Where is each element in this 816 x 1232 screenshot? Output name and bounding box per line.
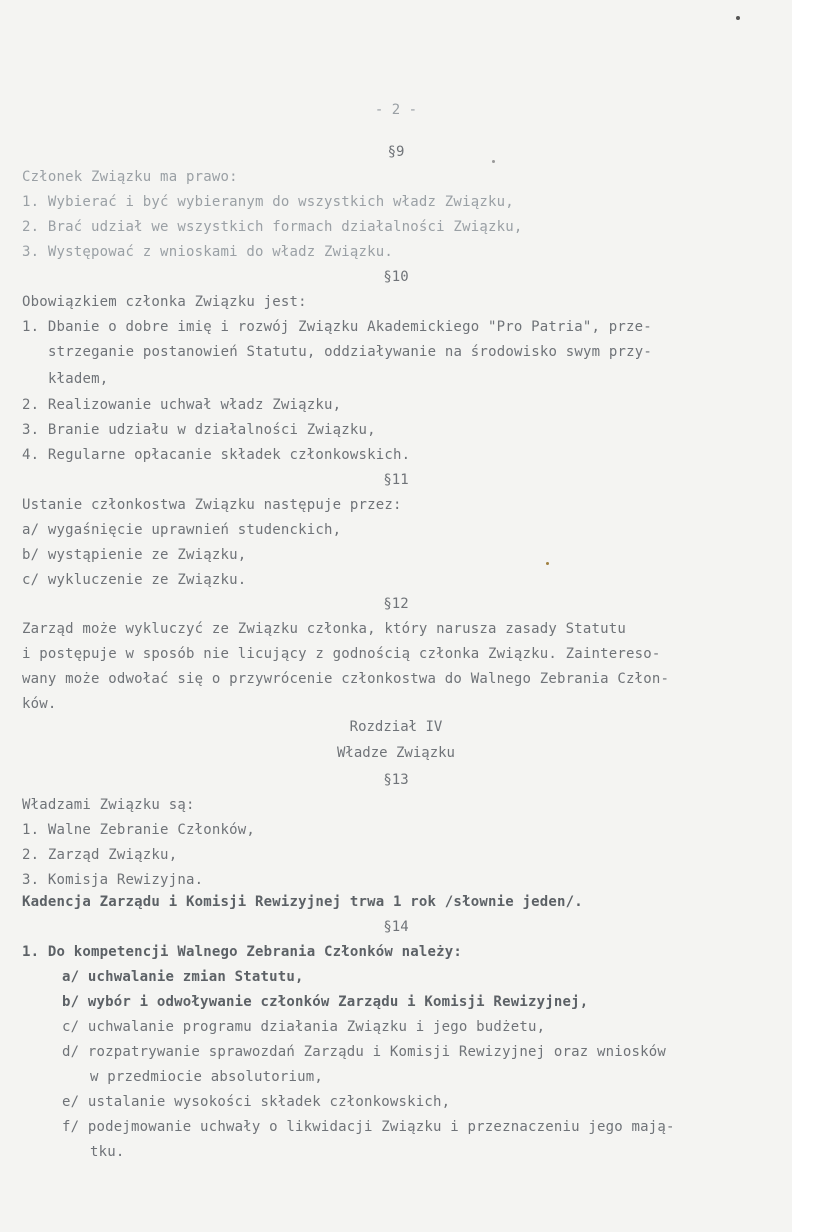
section-12-paragraph-line: i postępuje w sposób nie licujący z godnością członka Związku. Zaintereso-	[22, 646, 661, 662]
section-12-paragraph-line: wany może odwołać się o przywrócenie członkostwa do Walnego Zebrania Człon-	[22, 671, 670, 687]
section-11-item: a/ wygaśnięcie uprawnień studenckich,	[22, 522, 342, 538]
section-13-term: Kadencja Zarządu i Komisji Rewizyjnej trwa 1 rok /słownie jeden/.	[22, 894, 583, 910]
section-14-item-continuation: tku.	[90, 1144, 125, 1160]
section-14-item: e/ ustalanie wysokości składek członkowskich,	[62, 1094, 451, 1110]
section-9-heading: §9	[387, 144, 405, 160]
section-10-item: 3. Branie udziału w działalności Związku,	[22, 422, 376, 438]
section-14-intro: 1. Do kompetencji Walnego Zebrania Członków należy:	[22, 944, 463, 960]
section-13-intro: Władzami Związku są:	[22, 797, 195, 813]
section-14-item: b/ wybór i odwoływanie członków Zarządu i Komisji Rewizyjnej,	[62, 994, 589, 1010]
section-10-item: 1. Dbanie o dobre imię i rozwój Związku Akademickiego "Pro Patria", prze-	[22, 319, 652, 335]
section-9-item: 1. Wybierać i być wybieranym do wszystkich władz Związku,	[22, 194, 514, 210]
section-14-item: a/ uchwalanie zmian Statutu,	[62, 969, 304, 985]
section-10-item-continuation: kładem,	[48, 371, 109, 387]
page-number: - 2 -	[374, 102, 418, 118]
section-14-item: f/ podejmowanie uchwały o likwidacji Związku i przeznaczeniu jego mają-	[62, 1119, 675, 1135]
scan-margin	[792, 0, 816, 1232]
section-13-item: 1. Walne Zebranie Członków,	[22, 822, 255, 838]
section-12-paragraph-line: ków.	[22, 696, 57, 712]
section-9-item: 3. Występować z wnioskami do władz Związku.	[22, 244, 394, 260]
section-14-heading: §14	[383, 919, 409, 935]
section-14-item: c/ uchwalanie programu działania Związku i jego budżetu,	[62, 1019, 546, 1035]
section-12-heading: §12	[383, 596, 409, 612]
section-10-intro: Obowiązkiem członka Związku jest:	[22, 294, 307, 310]
section-11-item: b/ wystąpienie ze Związku,	[22, 547, 247, 563]
section-13-heading: §13	[383, 772, 409, 788]
section-11-heading: §11	[383, 472, 409, 488]
section-14-item-continuation: w przedmiocie absolutorium,	[90, 1069, 323, 1085]
section-9-intro: Członek Związku ma prawo:	[22, 169, 238, 185]
chapter-subtitle: Władze Związku	[336, 745, 455, 761]
section-11-intro: Ustanie członkostwa Związku następuje przez:	[22, 497, 402, 513]
section-10-item: 2. Realizowanie uchwał władz Związku,	[22, 397, 342, 413]
section-10-item: 4. Regularne opłacanie składek członkowskich.	[22, 447, 411, 463]
section-10-item-continuation: strzeganie postanowień Statutu, oddziaływanie na środowisko swym przy-	[48, 344, 653, 360]
section-13-item: 3. Komisja Rewizyjna.	[22, 872, 204, 888]
section-11-item: c/ wykluczenie ze Związku.	[22, 572, 247, 588]
chapter-title: Rozdział IV	[349, 719, 443, 735]
section-10-heading: §10	[383, 269, 409, 285]
section-13-item: 2. Zarząd Związku,	[22, 847, 178, 863]
scan-speck	[736, 16, 740, 20]
scan-speck	[546, 562, 549, 565]
section-9-item: 2. Brać udział we wszystkich formach działalności Związku,	[22, 219, 523, 235]
section-14-item: d/ rozpatrywanie sprawozdań Zarządu i Komisji Rewizyjnej oraz wniosków	[62, 1044, 667, 1060]
section-12-paragraph-line: Zarząd może wykluczyć ze Związku członka, który narusza zasady Statutu	[22, 621, 627, 637]
